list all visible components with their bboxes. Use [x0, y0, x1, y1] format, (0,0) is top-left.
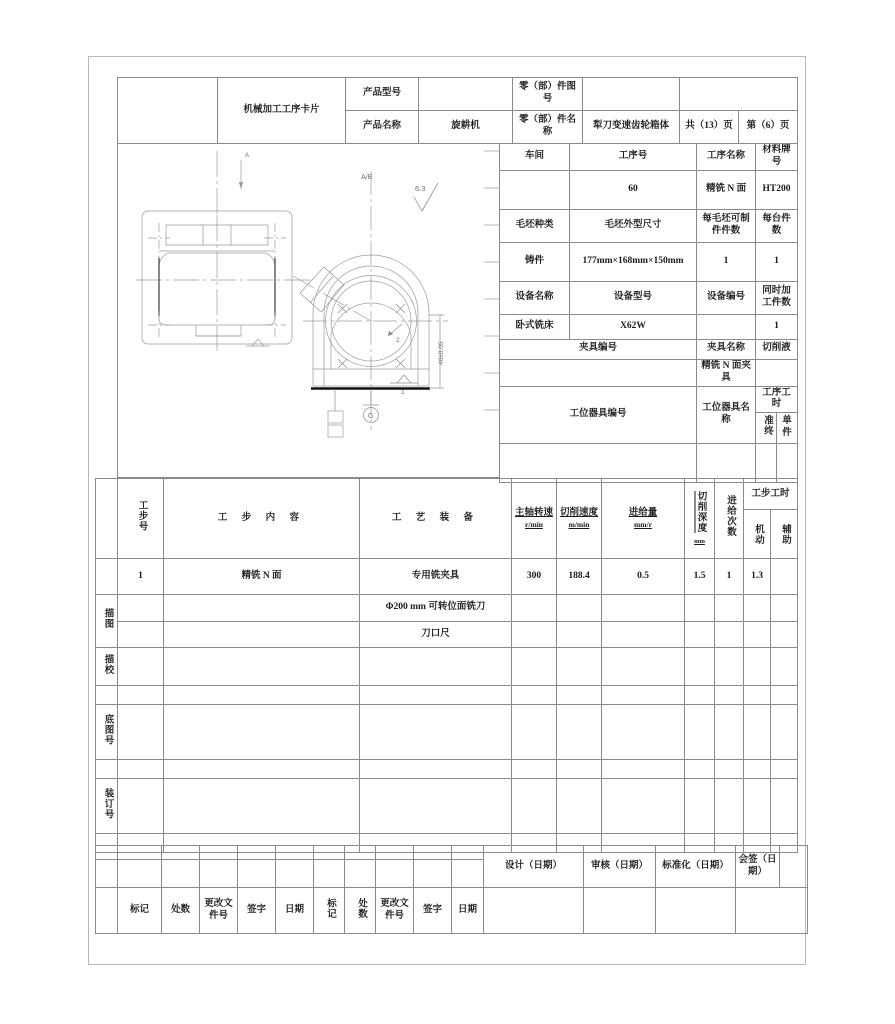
parts-per-unit-label: 每台件数	[756, 209, 798, 242]
material-grade-label: 材料牌号	[756, 144, 798, 171]
process-time-subtable	[756, 413, 797, 443]
footer-blank	[314, 846, 345, 860]
cell-cutting-speed	[557, 595, 602, 622]
rev-col-sign-1: 签字	[238, 888, 276, 934]
signoff-review-value	[584, 888, 656, 934]
cell-machine-time	[744, 622, 771, 648]
rev-col-count-1: 处数	[162, 888, 200, 934]
process-name-value: 精铣 N 面	[697, 170, 756, 209]
cell-step-content: 精铣 N 面	[164, 559, 360, 595]
blank-size-value: 177mm×168mm×150mm	[570, 242, 697, 281]
rev-col-mark-1: 标记	[118, 888, 162, 934]
equip-model-value: X62W	[570, 314, 697, 339]
blank-cell	[685, 705, 715, 760]
blank-cell	[744, 648, 771, 686]
signoff-design-value	[484, 888, 584, 934]
process-name-label: 工序名称	[697, 144, 756, 171]
equip-model-label: 设备型号	[570, 281, 697, 314]
cell-aux-time	[771, 559, 798, 595]
blank-cell	[360, 779, 512, 834]
col-process-equipment: 工 艺 装 备	[360, 479, 512, 559]
cell-step-no	[118, 595, 164, 622]
footer-blank	[345, 860, 376, 888]
signoff-standardize-label: 标准化（日期）	[656, 846, 736, 888]
blank-cell	[512, 760, 557, 779]
blank-cell	[512, 705, 557, 760]
blank-cell	[118, 760, 164, 779]
blank-cell	[602, 779, 685, 834]
rev-col-mark-2: 标记	[314, 888, 345, 934]
cell-spindle-speed	[512, 622, 557, 648]
blank-cell	[118, 686, 164, 705]
signoff-extra-cell	[780, 846, 808, 888]
blank-cell	[744, 779, 771, 834]
cell-process-equipment: 专用铣夹具	[360, 559, 512, 595]
blank-cell	[512, 648, 557, 686]
tolerance-dim: 46±0.05	[438, 341, 445, 365]
product-model-value	[419, 78, 513, 111]
blank-cell	[512, 779, 557, 834]
blank-cell	[602, 705, 685, 760]
equip-no-label: 设备编号	[697, 281, 756, 314]
cell-feed-passes	[715, 595, 744, 622]
fixture-name-label: 夹具名称	[697, 339, 756, 359]
process-time-values	[756, 444, 797, 482]
footer-blank	[314, 860, 345, 888]
footer-blank	[200, 846, 238, 860]
cell-cut-depth	[685, 622, 715, 648]
product-name-value: 旋耕机	[419, 111, 513, 144]
cell-feed-rate	[602, 595, 685, 622]
parts-per-unit-value: 1	[756, 242, 798, 281]
cell-step-no: 1	[118, 559, 164, 595]
footer-blank	[238, 860, 276, 888]
blank-cell	[771, 760, 798, 779]
part-technical-drawing	[118, 143, 500, 478]
simultaneous-label: 同时加工件数	[756, 281, 798, 314]
blank-cell	[715, 686, 744, 705]
rev-col-date-1: 日期	[276, 888, 314, 934]
feed-rate-label: 进给量	[628, 507, 658, 518]
footer-blank	[118, 860, 162, 888]
single-piece-value	[777, 444, 798, 482]
cut-depth-unit: mm	[694, 537, 705, 545]
col-feed-passes: 进给次数	[715, 479, 744, 559]
parts-per-blank-value: 1	[697, 242, 756, 281]
workshop-value	[500, 170, 570, 209]
blank-cell	[118, 648, 164, 686]
rev-col-fileno-1: 更改文件号	[200, 888, 238, 934]
col-feed-rate	[602, 479, 685, 559]
col-step-content: 工 步 内 容	[164, 479, 360, 559]
blank-cell	[771, 705, 798, 760]
signoff-countersign-label: 会签（日期）	[736, 846, 780, 888]
footer-side-spacer	[96, 888, 118, 934]
cell-machine-time: 1.3	[744, 559, 771, 595]
view-label-ab: A/B	[361, 174, 373, 181]
blank-cell	[744, 686, 771, 705]
side-label-ditu: 底图号	[96, 705, 118, 760]
footer-blank	[200, 860, 238, 888]
col-cutting-speed	[557, 479, 602, 559]
side-label-miaotu: 描图	[96, 595, 118, 648]
workshop-label: 车间	[500, 144, 570, 171]
station-tool-name-label: 工位器具名称	[697, 386, 756, 444]
blank-cell	[118, 779, 164, 834]
side-label-spacer	[96, 559, 118, 595]
cutting-fluid-value	[756, 359, 798, 386]
parts-per-blank-label: 每毛坯可制件件数	[697, 209, 756, 242]
equip-no-value	[697, 314, 756, 339]
station-tool-no-value	[500, 444, 697, 483]
rev-col-sign-2: 签字	[414, 888, 452, 934]
step-time-label: 工步工时	[744, 479, 797, 510]
blank-cell	[715, 760, 744, 779]
view-label-a: A	[245, 153, 250, 159]
header-table	[117, 77, 798, 144]
blank-cell	[360, 705, 512, 760]
drawing-no-extra-cell	[680, 78, 798, 111]
col-spindle-speed	[512, 479, 557, 559]
cell-cutting-speed: 188.4	[557, 559, 602, 595]
cutting-speed-unit: m/min	[568, 519, 590, 529]
footer-blank	[345, 846, 376, 860]
footer-blank	[452, 846, 484, 860]
blank-cell	[602, 686, 685, 705]
blank-cell	[685, 648, 715, 686]
signoff-countersign-value	[736, 888, 808, 934]
pass-count-mark: 1	[401, 389, 405, 396]
blank-cell	[164, 705, 360, 760]
blank-cell	[557, 686, 602, 705]
cell-cutting-speed	[557, 622, 602, 648]
cutting-speed-label: 切削速度	[559, 507, 598, 518]
blank-cell	[557, 760, 602, 779]
blank-cell	[602, 760, 685, 779]
cell-spindle-speed: 300	[512, 559, 557, 595]
station-tool-no-label: 工位器具编号	[500, 386, 697, 444]
blank-cell	[512, 686, 557, 705]
equip-name-label: 设备名称	[500, 281, 570, 314]
product-name-label: 产品名称	[346, 111, 419, 144]
blank-cell	[118, 705, 164, 760]
signoff-standardize-value	[656, 888, 736, 934]
blank-cell	[557, 648, 602, 686]
blank-cell	[164, 760, 360, 779]
blank-cell	[744, 760, 771, 779]
cell-step-content	[164, 622, 360, 648]
blank-cell	[685, 779, 715, 834]
signoff-design-label: 设计（日期）	[484, 846, 584, 888]
single-piece-label: 单件	[777, 413, 798, 443]
side-label-zhuangding: 装订号	[96, 779, 118, 834]
cell-process-equipment: 刀口尺	[360, 622, 512, 648]
simultaneous-value: 1	[756, 314, 798, 339]
footer-blank	[276, 846, 314, 860]
blank-cell	[715, 705, 744, 760]
blank-cell	[164, 686, 360, 705]
steps-table	[95, 478, 798, 853]
blank-cell	[360, 686, 512, 705]
cell-aux-time	[771, 622, 798, 648]
fixture-no-label: 夹具编号	[500, 339, 697, 359]
process-no-value: 60	[570, 170, 697, 209]
footer-blank	[162, 860, 200, 888]
feed-rate-unit: mm/r	[634, 519, 652, 529]
footer-blank	[414, 846, 452, 860]
card-logo-cell	[118, 78, 218, 144]
cell-machine-time	[744, 595, 771, 622]
blank-cell	[744, 705, 771, 760]
spindle-speed-label: 主轴转速	[514, 507, 553, 518]
fixture-no-value	[500, 359, 697, 386]
cell-process-equipment: Φ200 mm 可转位面铣刀	[360, 595, 512, 622]
cell-spindle-speed	[512, 595, 557, 622]
blank-type-value: 铸件	[500, 242, 570, 281]
blank-cell	[715, 648, 744, 686]
blank-cell	[360, 648, 512, 686]
blank-type-label: 毛坯种类	[500, 209, 570, 242]
signoff-review-label: 审核（日期）	[584, 846, 656, 888]
datum-marker: G	[368, 413, 374, 420]
footer-blank	[238, 846, 276, 860]
blank-cell	[602, 648, 685, 686]
equip-name-value: 卧式铣床	[500, 314, 570, 339]
part-name-label: 零（部）件名称	[513, 111, 583, 144]
col-step-time	[744, 479, 798, 559]
footer-blank	[376, 846, 414, 860]
footer-blank	[162, 846, 200, 860]
part-drawing-no-value	[583, 78, 680, 111]
blank-cell	[685, 686, 715, 705]
blank-cell	[360, 760, 512, 779]
col-cut-depth: 切削深度 mm	[685, 479, 715, 559]
station-tool-name-value	[697, 444, 756, 483]
cell-cut-depth: 1.5	[685, 559, 715, 595]
blank-cell	[557, 779, 602, 834]
cutting-fluid-label: 切削液	[756, 339, 798, 359]
total-pages: 共（13）页	[680, 111, 739, 144]
cell-feed-passes	[715, 622, 744, 648]
footer-side-spacer	[96, 846, 118, 860]
blank-cell	[164, 648, 360, 686]
fixture-name-value: 精铣 N 面夹具	[697, 359, 756, 386]
footer-blank	[376, 860, 414, 888]
aux-time-label: 辅助	[780, 523, 790, 545]
arrow-mark: 2	[396, 337, 400, 344]
process-drawing-area	[117, 143, 499, 478]
blank-cell	[685, 760, 715, 779]
blank-cell	[164, 779, 360, 834]
footer-blank	[276, 860, 314, 888]
cell-feed-rate: 0.5	[602, 559, 685, 595]
blank-cell	[771, 779, 798, 834]
footer-side-spacer	[96, 860, 118, 888]
roughness-symbol: 6.3	[415, 184, 426, 193]
cell-step-no	[118, 622, 164, 648]
part-name-value: 犁刀变速齿轮箱体	[583, 111, 680, 144]
footer-blank	[118, 846, 162, 860]
process-time-label: 工序工时	[756, 386, 798, 413]
blank-cell	[557, 705, 602, 760]
machine-time-label: 机动	[744, 510, 771, 558]
blank-side-cell	[96, 760, 118, 779]
spindle-speed-unit: r/min	[525, 519, 543, 529]
cell-step-content	[164, 595, 360, 622]
cell-feed-passes: 1	[715, 559, 744, 595]
blank-size-label: 毛坯外型尺寸	[570, 209, 697, 242]
side-label-spacer	[96, 479, 118, 559]
footer-blank	[452, 860, 484, 888]
part-drawing-no-label: 零（部）件图号	[513, 78, 583, 111]
prep-end-label: 准终	[756, 413, 777, 443]
material-grade-value: HT200	[756, 170, 798, 209]
cell-feed-rate	[602, 622, 685, 648]
current-page: 第（6）页	[739, 111, 798, 144]
cell-cut-depth	[685, 595, 715, 622]
product-model-label: 产品型号	[346, 78, 419, 111]
blank-cell	[771, 686, 798, 705]
prep-end-value	[756, 444, 777, 482]
cell-aux-time	[771, 595, 798, 622]
blank-cell	[771, 648, 798, 686]
footer-blank	[414, 860, 452, 888]
footer-table	[95, 845, 808, 934]
card-title: 机械加工工序卡片	[218, 78, 346, 144]
rev-col-fileno-2: 更改文件号	[376, 888, 414, 934]
side-label-miaojiao: 描校	[96, 648, 118, 686]
col-step-no: 工步号	[118, 479, 164, 559]
process-no-label: 工序号	[570, 144, 697, 171]
blank-cell	[715, 779, 744, 834]
rev-col-date-2: 日期	[452, 888, 484, 934]
spec-table	[499, 143, 798, 483]
rev-col-count-2: 处数	[345, 888, 376, 934]
blank-side-cell	[96, 686, 118, 705]
